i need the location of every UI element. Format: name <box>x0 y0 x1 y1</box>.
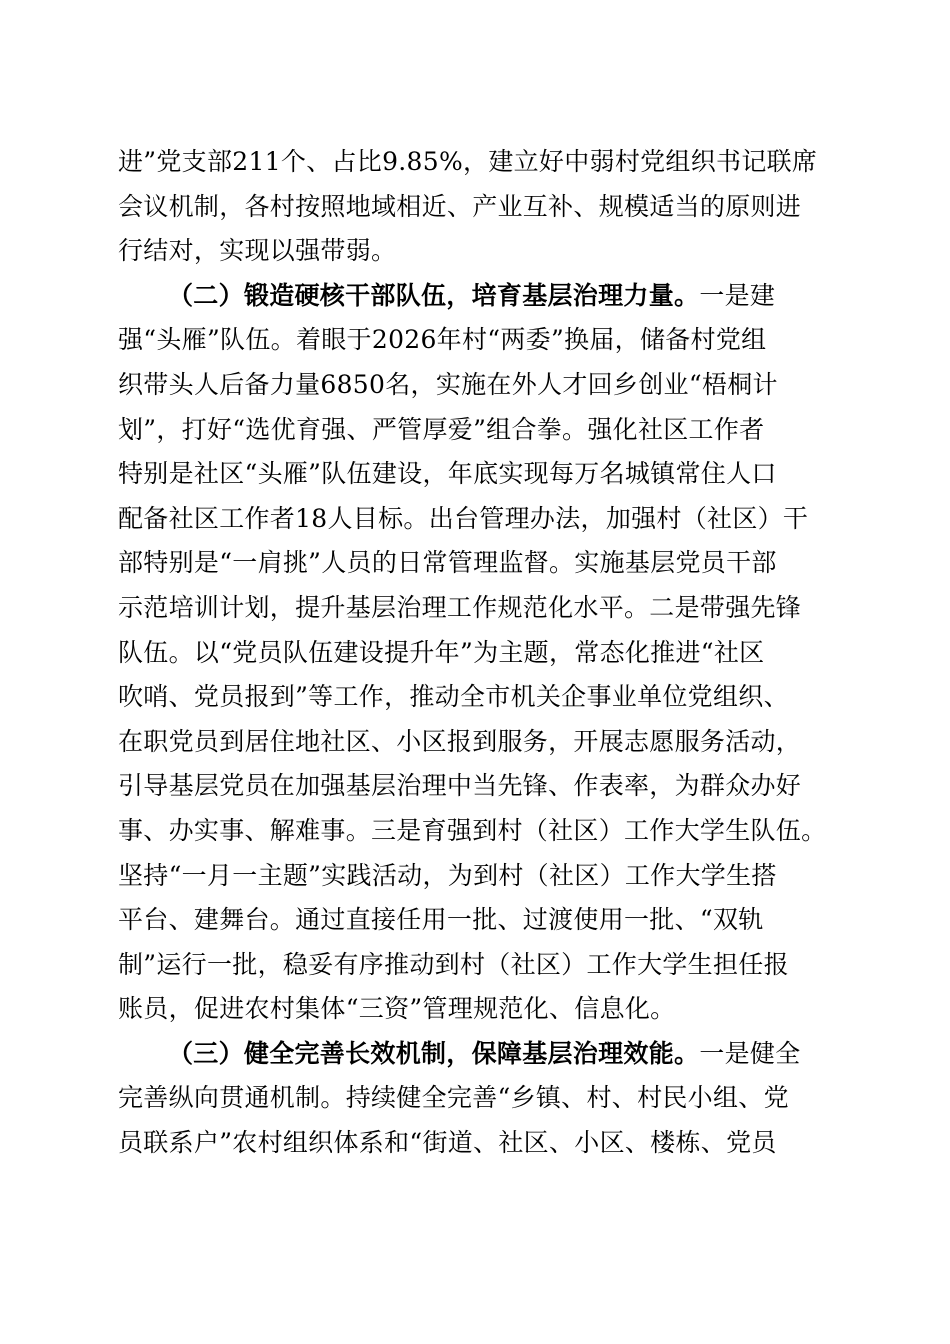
text-run: 一是建 <box>699 280 776 310</box>
section-heading: （二）锻造硬核干部队伍，培育基层治理力量。 <box>168 280 700 310</box>
text-line: 事、办实事、解难事。三是育强到村（社区）工作大学生队伍。 <box>118 815 827 845</box>
text-line: 吹哨、党员报到”等工作，推动全市机关企事业单位党组织、 <box>118 682 789 712</box>
text-line: 会议机制，各村按照地域相近、产业互补、规模适当的原则进 <box>118 191 802 221</box>
section-heading-line <box>118 274 830 319</box>
text-line: 平台、建舞台。通过直接任用一批、过渡使用一批、“双轨 <box>118 905 764 935</box>
text-line: 在职党员到居住地社区、小区报到服务，开展志愿服务活动， <box>118 726 802 756</box>
text-line: 示范培训计划，提升基层治理工作规范化水平。二是带强先锋 <box>118 592 802 622</box>
text-line: 特别是社区“头雁”队伍建设，年底实现每万名城镇常住人口 <box>118 459 777 489</box>
text-line: 完善纵向贯通机制。持续健全完善“乡镇、村、村民小组、党 <box>118 1083 789 1113</box>
text-line: 账员，促进农村集体“三资”管理规范化、信息化。 <box>118 994 676 1024</box>
text-line: 行结对，实现以强带弱。 <box>118 236 397 266</box>
section-heading-line <box>118 1032 830 1077</box>
text-line: 配备社区工作者18人目标。出台管理办法，加强村（社区）干 <box>118 503 809 533</box>
text-line: 部特别是“一肩挑”人员的日常管理监督。实施基层党员干部 <box>118 548 777 578</box>
text-line: 坚持“一月一主题”实践活动，为到村（社区）工作大学生搭 <box>118 860 777 890</box>
text-line: 强“头雁”队伍。着眼于2026年村“两委”换届，储备村党组 <box>118 325 767 355</box>
document-body <box>118 140 830 1166</box>
text-line: 引导基层党员在加强基层治理中当先锋、作表率，为群众办好 <box>118 771 802 801</box>
section-heading: （三）健全完善长效机制，保障基层治理效能。 <box>168 1038 700 1068</box>
text-run: 一是健全 <box>699 1038 801 1068</box>
text-line: 划”，打好“选优育强、严管厚爱”组合拳。强化社区工作者 <box>118 414 765 444</box>
text-line: 员联系户”农村组织体系和“街道、社区、小区、楼栋、党员 <box>118 1128 777 1158</box>
text-line: 队伍。以“党员队伍建设提升年”为主题，常态化推进“社区 <box>118 637 765 667</box>
text-line: 进”党支部211个、占比9.85%，建立好中弱村党组织书记联席 <box>118 147 818 176</box>
text-line: 织带头人后备力量6850名，实施在外人才回乡创业“梧桐计 <box>118 369 778 399</box>
text-line: 制”运行一批，稳妥有序推动到村（社区）工作大学生担任报 <box>118 949 789 979</box>
